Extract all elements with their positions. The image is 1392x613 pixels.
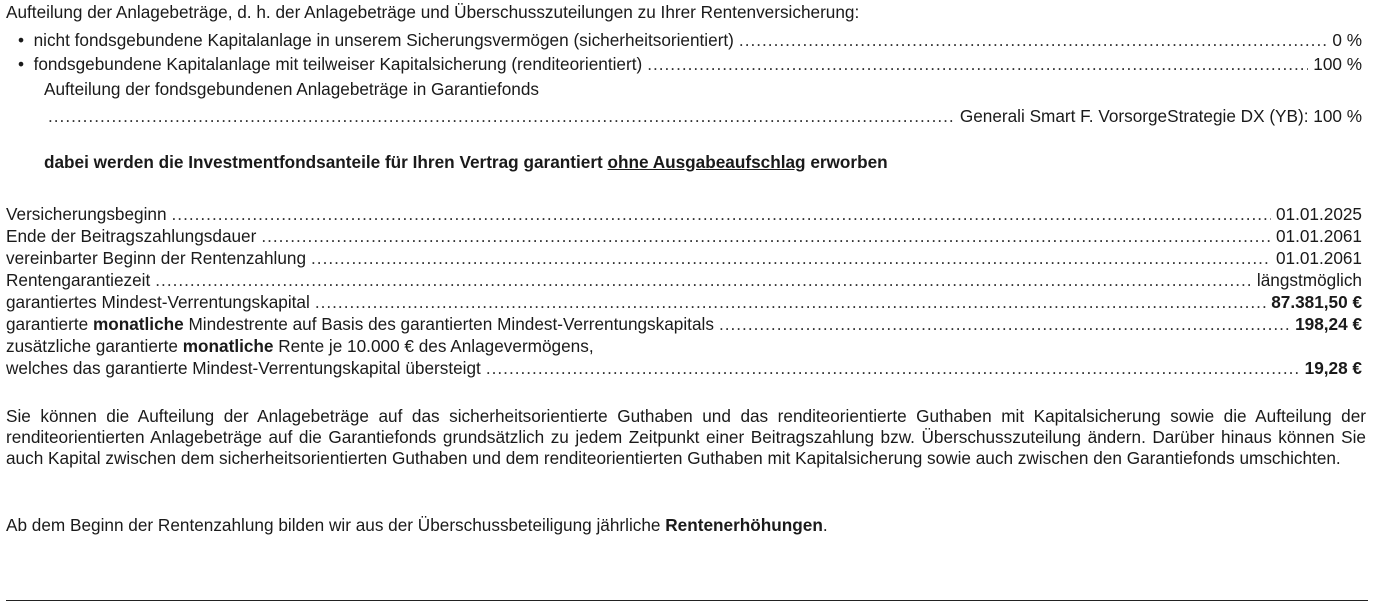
detail-label: Rentengarantiezeit (6, 270, 151, 290)
intro-text: Aufteilung der Anlagebeträge, d. h. der Anlagebeträge und Überschusszuteilungen zu Ihrer Rentenversicherung: (6, 2, 860, 22)
dot-leader (155, 270, 1252, 291)
detail-value: 01.01.2025 (1275, 204, 1362, 224)
guarantee-note-part2: erworben (810, 152, 888, 172)
annuity-increase-paragraph (6, 515, 828, 536)
increase-bold: Rentenerhöhungen (665, 515, 823, 535)
detail-row-guarantee-period (6, 270, 1362, 291)
detail-label: garantiertes Mindest-Verrentungskapital (6, 292, 310, 312)
fund-split-row (48, 106, 1362, 127)
extra-annuity-bold: monatliche (182, 336, 274, 356)
bullet-row-fund-assets (18, 54, 1362, 75)
detail-row-extra-annuity (6, 358, 1362, 379)
dot-leader (315, 292, 1266, 313)
detail-value: 87.381,50 € (1271, 292, 1362, 312)
detail-row-min-capital (6, 292, 1362, 313)
extra-annuity-pre: zusätzliche garantierte (6, 336, 178, 356)
dot-leader (647, 54, 1308, 75)
dot-leader (261, 226, 1271, 247)
min-annuity-post: Mindestrente auf Basis des garantierten Mindest-Verrentungskapitals (188, 314, 714, 334)
guarantee-note-underlined: ohne Ausgabeaufschlag (607, 152, 806, 172)
detail-value: 01.01.2061 (1275, 226, 1362, 246)
bullet-dot: • (18, 54, 34, 74)
increase-pre: Ab dem Beginn der Rentenzahlung bilden wir aus der Überschussbeteiligung jährliche (6, 515, 661, 535)
detail-label: Ende der Beitragszahlungsdauer (6, 226, 257, 246)
detail-row-start (6, 204, 1362, 225)
fund-split-heading: Aufteilung der fondsgebundenen Anlagebeträge in Garantiefonds (44, 79, 540, 99)
bullet-label: fondsgebundene Kapitalanlage mit teilweiser Kapitalsicherung (renditeorientiert) (33, 54, 643, 74)
min-annuity-pre: garantierte (6, 314, 89, 334)
detail-label: welches das garantierte Mindest-Verrentungskapital übersteigt (6, 358, 481, 378)
bottom-divider (6, 600, 1368, 601)
dot-leader (739, 30, 1327, 51)
detail-value: 198,24 € (1295, 314, 1362, 334)
min-annuity-bold: monatliche (92, 314, 184, 334)
detail-value: längstmöglich (1256, 270, 1362, 290)
dot-leader (719, 314, 1290, 335)
detail-row-min-annuity (6, 314, 1362, 335)
bullet-value: 0 % (1332, 30, 1362, 50)
detail-value: 19,28 € (1304, 358, 1362, 378)
reallocation-paragraph: Sie können die Aufteilung der Anlagebeträge auf das sicherheitsorientierte Guthaben und das renditeorientierte Guthaben mit Kapitalsicherung sowie die Aufteilung der renditeorientierten Anlagebeträge auf die Garantiefonds grundsätzlich zu jedem Zeitpunkt einer Beitragszahlung bzw. Überschusszuteilung ändern. Darüber hinaus können Sie auch Kapital zwischen dem sicherheitsorientierten Guthaben und dem renditeorientierten Guthaben mit Kapitalsicherung sowie auch zwischen den Garantiefonds umschichten. (6, 406, 1366, 468)
dot-leader (172, 204, 1271, 225)
detail-label: vereinbarter Beginn der Rentenzahlung (6, 248, 307, 268)
bullet-value: 100 % (1313, 54, 1362, 74)
detail-label: Versicherungsbeginn (6, 204, 167, 224)
guarantee-note-part1: dabei werden die Investmentfondsanteile für Ihren Vertrag garantiert (44, 152, 603, 172)
detail-label (6, 314, 714, 335)
detail-row-annuity-start (6, 248, 1362, 269)
bullet-label: nicht fondsgebundene Kapitalanlage in unserem Sicherungsvermögen (sicherheitsorientiert) (33, 30, 734, 50)
guarantee-note (44, 152, 888, 173)
extra-annuity-line1 (6, 336, 594, 357)
detail-row-contribution-end (6, 226, 1362, 247)
dot-leader (48, 106, 955, 127)
detail-value: 01.01.2061 (1275, 248, 1362, 268)
fund-split-value: Generali Smart F. VorsorgeStrategie DX (YB): 100 % (959, 106, 1362, 126)
bullet-dot: • (18, 30, 34, 50)
extra-annuity-post: Rente je 10.000 € des Anlagevermögens, (278, 336, 594, 356)
bullet-row-safe-assets (18, 30, 1362, 51)
dot-leader (486, 358, 1300, 379)
dot-leader (311, 248, 1271, 269)
increase-post: . (822, 515, 828, 535)
